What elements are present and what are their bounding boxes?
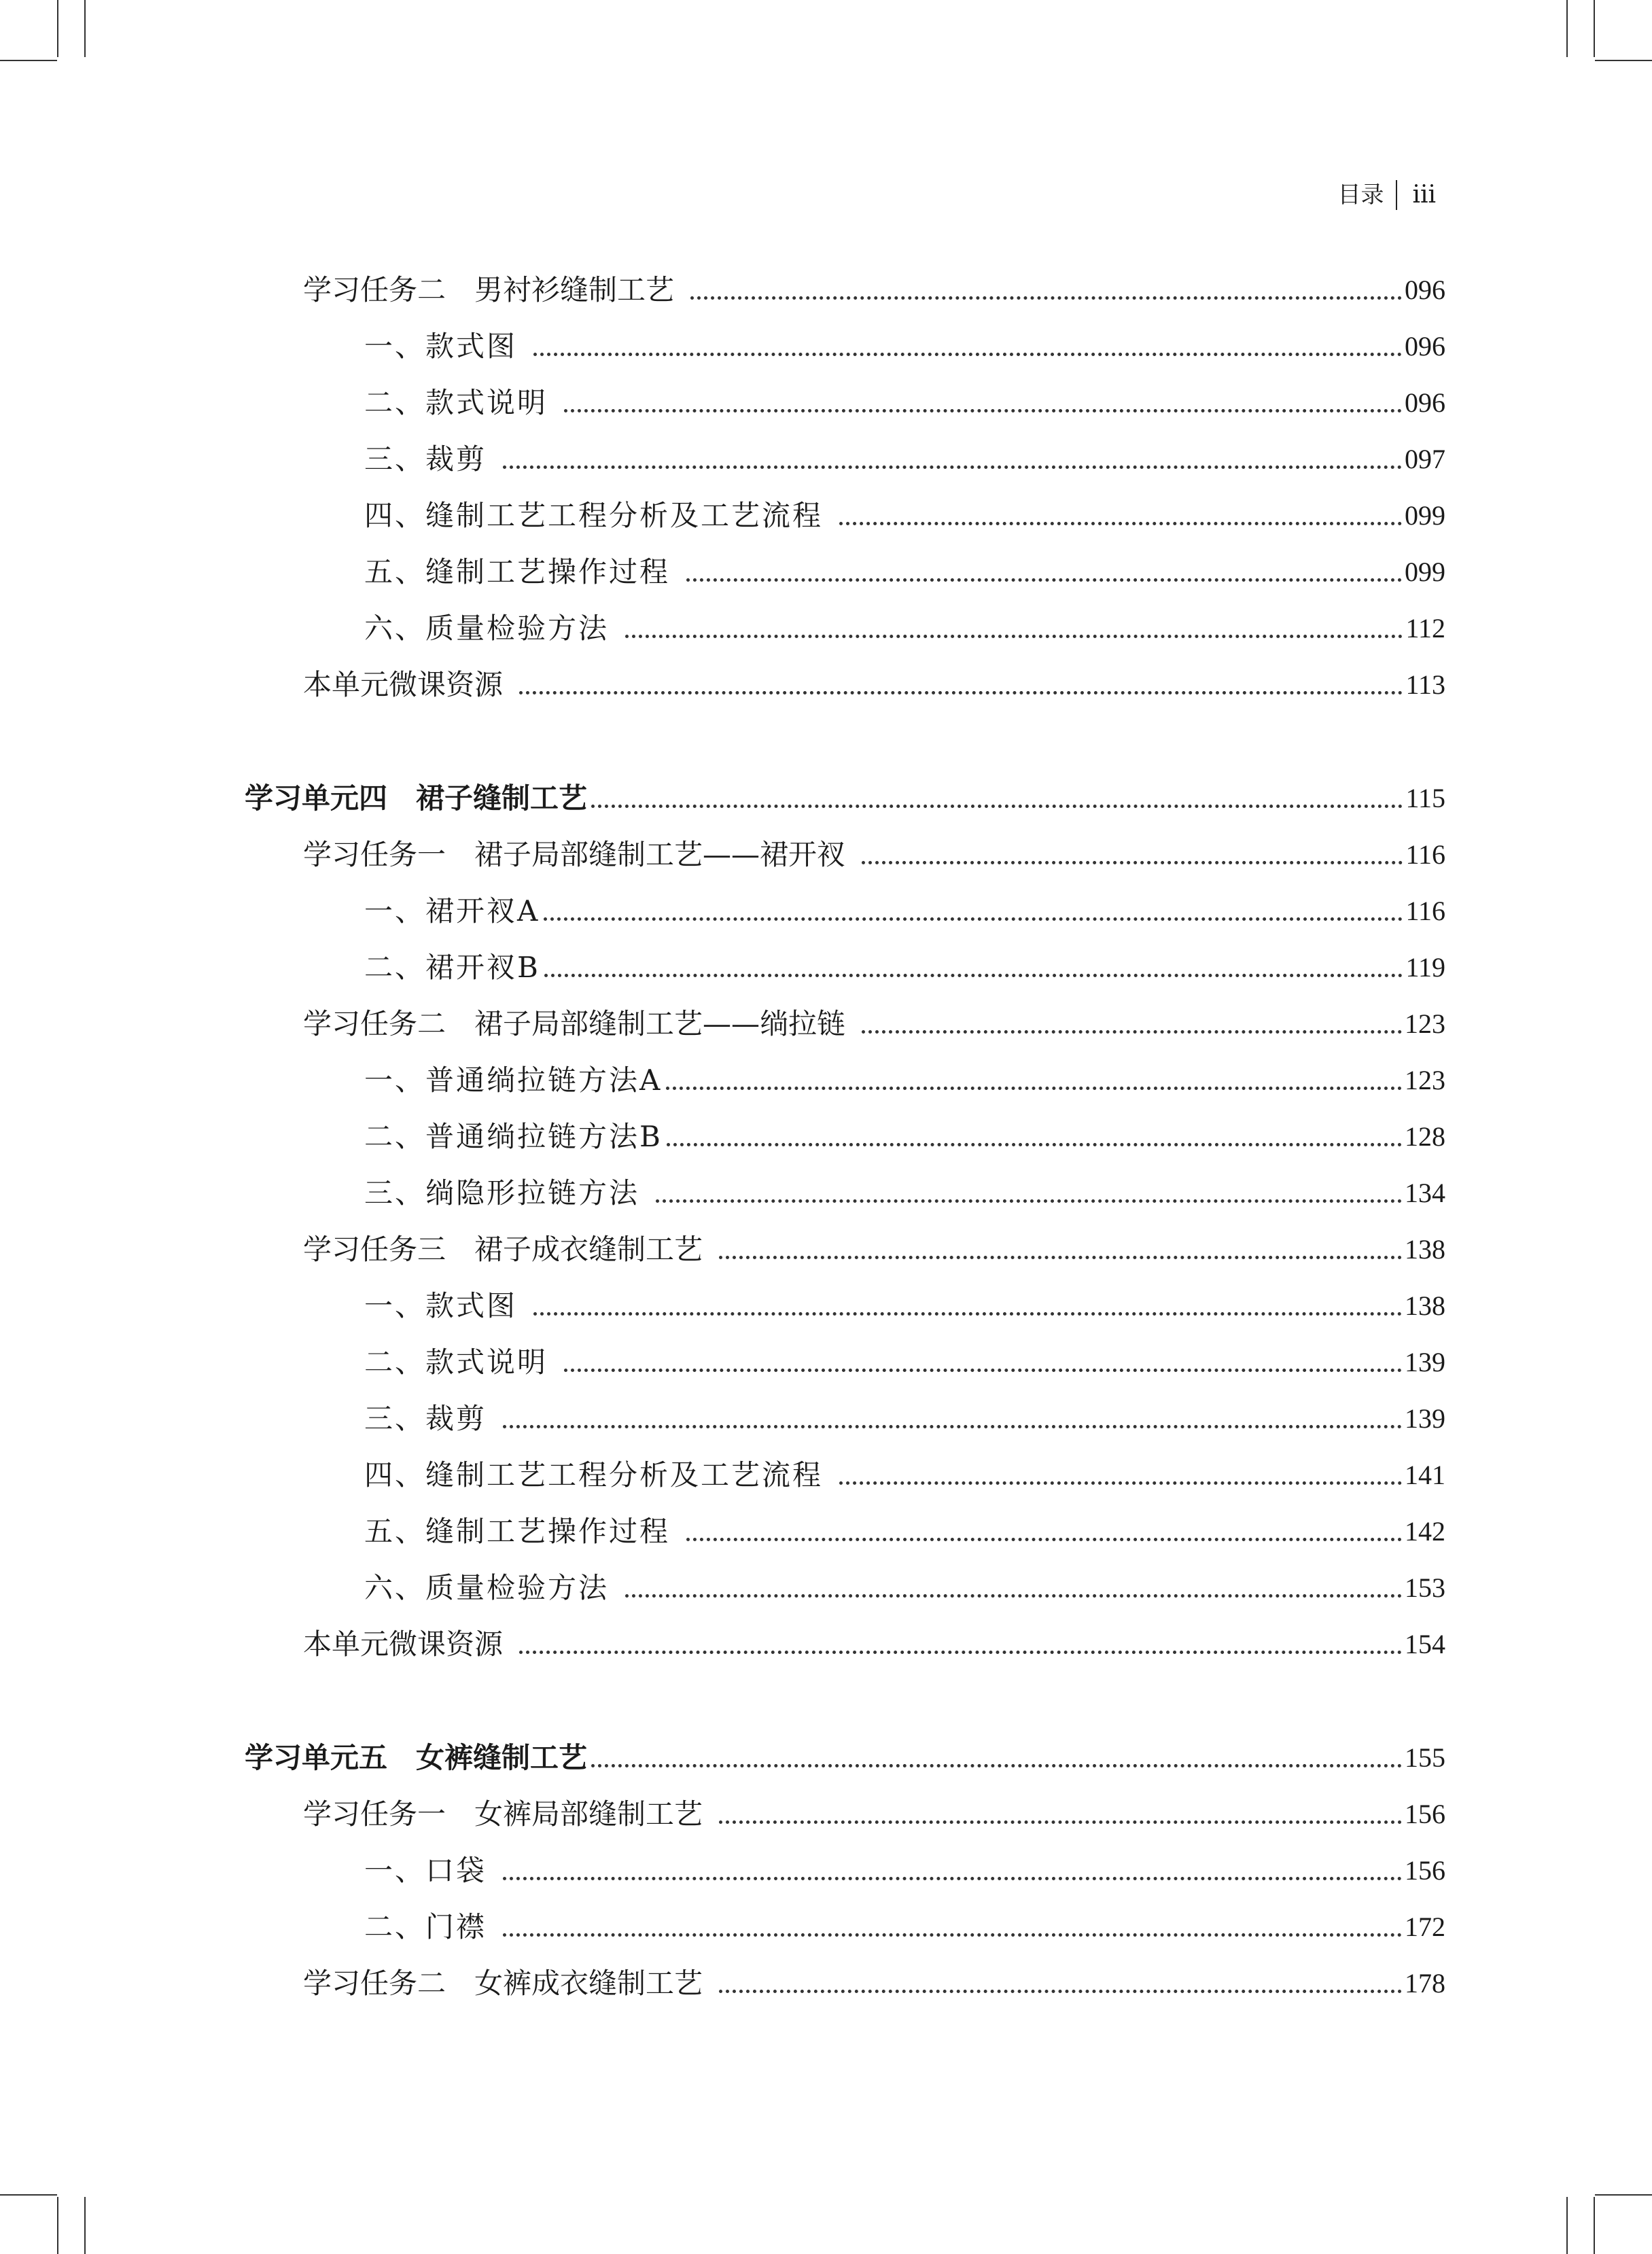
toc-entry-task[interactable] <box>0 268 1445 312</box>
toc-entry-title: 六、质量检验方法 <box>364 1571 610 1604</box>
toc-entry-page: 123 <box>1405 1065 1445 1095</box>
toc-entry-page: 134 <box>1405 1178 1445 1208</box>
toc-entry-item[interactable] <box>0 1115 1445 1159</box>
dot-leader <box>564 1369 1402 1372</box>
toc-entry-title: 学习任务二 裙子局部缝制工艺——绱拉链 <box>303 1007 846 1040</box>
toc-entry-unit[interactable] <box>0 777 1445 820</box>
dot-leader <box>690 296 1402 300</box>
dot-leader <box>533 353 1402 356</box>
toc-entry-task[interactable] <box>0 1002 1445 1046</box>
toc-entry-title: 本单元微课资源 <box>303 1627 504 1661</box>
toc-entry-item[interactable] <box>0 1510 1445 1553</box>
toc-entry-title: 五、缝制工艺操作过程 <box>364 1515 671 1548</box>
toc-entry-page: 099 <box>1405 500 1445 531</box>
toc-entry-page: 154 <box>1405 1629 1445 1659</box>
toc-entry-title: 学习任务二 女裤成衣缝制工艺 <box>303 1967 703 2000</box>
toc-entry-page: 096 <box>1405 331 1445 362</box>
toc-entry-page: 141 <box>1405 1460 1445 1490</box>
toc-entry-page: 096 <box>1405 387 1445 418</box>
dot-leader <box>839 522 1402 525</box>
toc-entry-title: 学习任务一 女裤局部缝制工艺 <box>303 1797 703 1831</box>
toc-entry-task[interactable] <box>0 1962 1445 2005</box>
dot-leader <box>591 805 1403 808</box>
toc-entry-title: 四、缝制工艺工程分析及工艺流程 <box>364 1458 824 1492</box>
toc-entry-title: 一、普通绱拉链方法A <box>364 1063 663 1097</box>
dot-leader <box>719 1256 1402 1259</box>
toc-entry-item[interactable] <box>0 1397 1445 1441</box>
toc-entry-item[interactable] <box>0 1284 1445 1328</box>
toc-entry-title: 本单元微课资源 <box>303 668 504 701</box>
dot-leader <box>503 465 1402 469</box>
running-header-section: 目录 <box>1337 181 1384 209</box>
dot-leader <box>503 1425 1402 1428</box>
dot-leader <box>862 1030 1402 1034</box>
toc-entry-page: 142 <box>1405 1516 1445 1547</box>
toc-entry-item[interactable] <box>0 494 1445 538</box>
dot-leader <box>625 1594 1402 1598</box>
toc-entry-title: 学习单元四 裙子缝制工艺 <box>245 781 588 815</box>
toc-entry-title: 一、款式图 <box>364 330 518 363</box>
toc-entry-page: 138 <box>1405 1234 1445 1265</box>
dot-leader <box>533 1312 1402 1316</box>
toc-entry-page: 116 <box>1405 896 1445 926</box>
toc-entry-item[interactable] <box>0 1172 1445 1215</box>
toc-entry-item[interactable] <box>0 1454 1445 1497</box>
toc-entry-item[interactable] <box>0 325 1445 368</box>
dot-leader <box>519 1651 1402 1654</box>
toc-entry-page: 156 <box>1405 1855 1445 1886</box>
dot-leader <box>686 1538 1402 1541</box>
toc-entry-item[interactable] <box>0 946 1445 989</box>
toc-entry-title: 二、普通绱拉链方法B <box>364 1120 663 1153</box>
toc-entry-page: 099 <box>1405 557 1445 587</box>
toc-entry-page: 156 <box>1405 1799 1445 1829</box>
dot-leader <box>667 1143 1402 1146</box>
toc-entry-title: 三、裁剪 <box>364 1402 487 1435</box>
dot-leader <box>656 1199 1402 1203</box>
toc-entry-page: 153 <box>1405 1572 1445 1603</box>
toc-entry-item[interactable] <box>0 1059 1445 1102</box>
dot-leader <box>666 1087 1402 1090</box>
toc-entry-title: 学习单元五 女裤缝制工艺 <box>245 1741 588 1774</box>
toc-entry-page: 128 <box>1405 1121 1445 1152</box>
toc-entry-task[interactable] <box>0 1623 1445 1666</box>
dot-leader <box>719 1820 1402 1824</box>
dot-leader <box>862 861 1403 864</box>
dot-leader <box>625 635 1403 638</box>
toc-entry-title: 五、缝制工艺操作过程 <box>364 555 671 588</box>
toc-entry-page: 172 <box>1405 1912 1445 1942</box>
toc-entry-page: 097 <box>1405 444 1445 474</box>
toc-entry-item[interactable] <box>0 381 1445 425</box>
toc-entry-page: 112 <box>1405 613 1445 644</box>
toc-entry-item[interactable] <box>0 1849 1445 1892</box>
toc-entry-item[interactable] <box>0 438 1445 481</box>
toc-entry-item[interactable] <box>0 550 1445 594</box>
toc-entry-page: 116 <box>1405 839 1445 870</box>
dot-leader <box>839 1481 1402 1485</box>
toc-entry-unit[interactable] <box>0 1736 1445 1780</box>
toc-entry-title: 三、裁剪 <box>364 442 487 476</box>
toc-entry-task[interactable] <box>0 1793 1445 1836</box>
toc-entry-title: 学习任务一 裙子局部缝制工艺——裙开衩 <box>303 838 846 871</box>
toc-entry-page: 139 <box>1405 1347 1445 1377</box>
toc-entry-page: 123 <box>1405 1008 1445 1039</box>
toc-entry-title: 二、款式说明 <box>364 1345 548 1379</box>
toc-entry-title: 三、绱隐形拉链方法 <box>364 1176 640 1210</box>
dot-leader <box>719 1990 1402 1993</box>
dot-leader <box>519 691 1403 694</box>
toc-entry-item[interactable] <box>0 607 1445 650</box>
toc-entry-page: 139 <box>1405 1403 1445 1434</box>
dot-leader <box>503 1877 1402 1880</box>
toc-entry-task[interactable] <box>0 663 1445 707</box>
toc-entry-title: 二、门襟 <box>364 1910 487 1943</box>
toc-entry-page: 113 <box>1405 669 1445 700</box>
toc-entry-page: 178 <box>1405 1968 1445 1998</box>
dot-leader <box>544 917 1403 921</box>
toc-entry-item[interactable] <box>0 890 1445 933</box>
toc-entry-item[interactable] <box>0 1341 1445 1384</box>
toc-entry-page: 138 <box>1405 1290 1445 1321</box>
toc-entry-item[interactable] <box>0 1566 1445 1610</box>
toc-entry-title: 一、口袋 <box>364 1854 487 1887</box>
toc-entry-page: 119 <box>1405 952 1445 983</box>
toc-entry-title: 六、质量检验方法 <box>364 612 610 645</box>
toc-entry-item[interactable] <box>0 1905 1445 1949</box>
toc-entry-task[interactable] <box>0 833 1445 877</box>
toc-entry-page: 155 <box>1405 1742 1445 1773</box>
toc-entry-title: 二、裙开衩B <box>364 951 540 984</box>
toc-entry-title: 二、款式说明 <box>364 386 548 419</box>
toc-entry-title: 学习任务三 裙子成衣缝制工艺 <box>303 1233 703 1266</box>
dot-leader <box>503 1933 1402 1937</box>
dot-leader <box>591 1764 1402 1767</box>
running-header-page-number: iii <box>1412 181 1436 209</box>
toc-entry-task[interactable] <box>0 1228 1445 1271</box>
dot-leader <box>686 578 1402 582</box>
toc-entry-page: 115 <box>1405 783 1445 813</box>
dot-leader <box>544 974 1403 977</box>
toc-entry-title: 四、缝制工艺工程分析及工艺流程 <box>364 499 824 532</box>
toc-entry-title: 一、裙开衩A <box>364 894 540 928</box>
dot-leader <box>564 409 1402 412</box>
toc-entry-page: 096 <box>1405 275 1445 305</box>
toc-entry-title: 一、款式图 <box>364 1289 518 1322</box>
toc-entry-title: 学习任务二 男衬衫缝制工艺 <box>303 273 675 306</box>
